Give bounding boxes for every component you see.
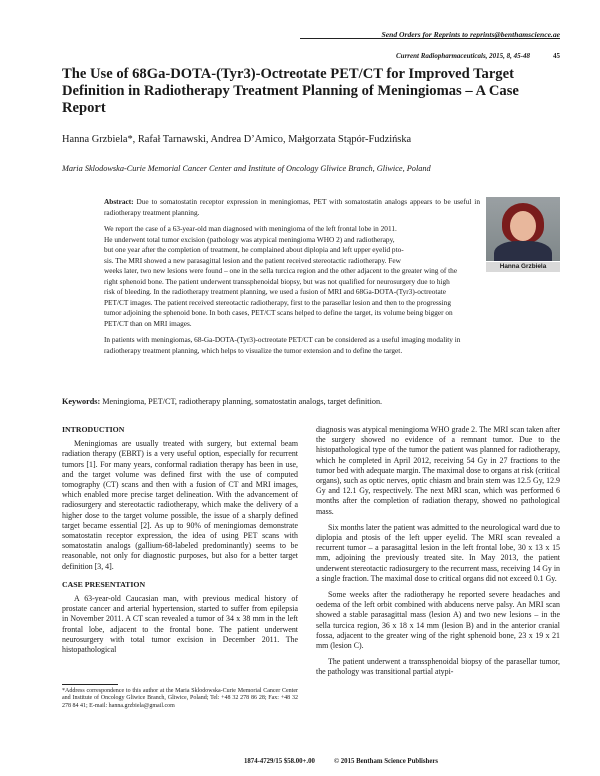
paragraph: Six months later the patient was admitted to the neurological ward due to diplopia and ptosis of the left upper eyelid. The MRI scan revealed a recurrent tumor – a parasagittal lesion in the left frontal lobe, 30 x 13 x 15 mm, adjoining the previously treated site. In May 2013, the patient underwent stereotactic radiosurgery to the recurrent mass, receiving 14 Gy in a single fraction. The maximal dose to critical organs did not exceed 0.1 Gy. xyxy=(316,522,560,583)
introduction-text: Meningiomas are usually treated with surgery, but external beam radiation therapy (EBRT) is a very useful option, especially for recurrent tumors [1]. For many years, conformal radiation therapy has been in use, and the target volume was defined first with the use of computed tomography (CT) scans and then with a fusion of CT and MRI images, which enabled more precise target delineation. With the advancement of radiosurgery and stereotactic radiotherapy, which make the delivery of a higher dose to the target volume possible, the issue of a sharply defined target became essential [2]. As up to 90% of meningiomas demonstrate somatostatin receptor expression, the idea of using PET scans with somatostatin analogs (gallium-68-labeled predominantly) seems to be reasonable, not only for diagnostic purposes, but also for a better target definition [3, 4]. xyxy=(62,439,298,571)
photo-caption: Hanna Grzbiela xyxy=(486,262,560,272)
abstract xyxy=(104,197,560,356)
abstract-line: but one year after the completion of treatment, he complained about diplopia and left upper eyelid pto- xyxy=(104,245,404,254)
correspondence-footnote: *Address correspondence to this author at the Maria Sklodowska-Curie Memorial Cancer Center and Institute of Oncology Gliwice Branch, Gliwice, Poland; Tel: +48 32 278 86 28; Fax: +48 32 278 84 41; E-mail: hanna.grzbiela@gmail.com xyxy=(62,688,298,709)
abstract-line: PET/CT images. The patient received stereotactic radiotherapy, first to the parasellar lesion and then to the progressing xyxy=(104,297,451,307)
paragraph: Some weeks after the radiotherapy he reported severe headaches and oedema of the left orbit combined with abducens nerve palsy. An MRI scan showed a stable parasagittal mass (lesion A) and two new lesions – in the sella turcica region, 36 x 18 x 14 mm (lesion B) and in the anterior cranial fossa, adjacent to the greater wing of the right sphenoid bone, 23 x 19 x 21 mm (lesion C). xyxy=(316,590,560,651)
header-rule xyxy=(300,38,560,39)
paragraph: diagnosis was atypical meningioma WHO grade 2. The MRI scan taken after the surgery showed no evidence of a remnant tumor. Due to the histopathological type of the tumor the patient was planned for radiotherapy, which he completed in April 2012, receiving 54 Gy in 27 fractions to the tumor bed with adequate margin. The maximal dose to organs at risk (critical organs), such as optic nerves, optic chiasm and brain stem was 12.5 Gy, 12.9 Gy and 12.1 Gy, respectively. The next MRI scan, which was performed 6 months after the completion of radiation therapy, showed no pathological mass. xyxy=(316,425,560,516)
issn-price: 1874-4729/15 $58.00+.00 xyxy=(244,758,315,765)
abstract-line: sis. The MRI showed a new parasagittal lesion and the patient received stereotactic radiotherapy. Few xyxy=(104,255,401,265)
journal-citation: Current Radiopharmaceuticals, 2015, 8, 45-48 xyxy=(396,52,530,60)
abstract-p2 xyxy=(104,224,560,329)
paragraph: The patient underwent a transsphenoidal biopsy of the parasellar tumor, the pathology was transitional partial atypi- xyxy=(316,657,560,677)
abstract-line: He underwent total tumor excision (pathology was atypical meningioma WHO 2) and radiotherapy, xyxy=(104,234,395,244)
right-column xyxy=(316,425,560,678)
abstract-p3 xyxy=(104,335,560,356)
keywords xyxy=(62,397,562,406)
abstract-line: weeks later, two new lesions were found – one in the sella turcica region and the other adjacent to the greater wing of the xyxy=(104,266,458,275)
abstract-line: tumor adjoining the sphenoid bone. In both cases, PET/CT scans helped to define the target, its volume being bigger on xyxy=(104,308,453,317)
copyright: © 2015 Bentham Science Publishers xyxy=(334,758,439,765)
abstract-line: risk of bleeding. In the radiotherapy treatment planning, we used a fusion of MRI and 68Ga-DOTA-(Tyr3)-octreotate xyxy=(104,287,446,296)
footnote-rule xyxy=(62,684,118,685)
abstract-p1 xyxy=(104,197,480,218)
abstract-line: right sphenoid bone. The patient underwent transsphenoidal biopsy, but was not qualified for neurosurgery due to high xyxy=(104,276,450,286)
article-title: The Use of 68Ga-DOTA-(Tyr3)-Octreotate PET/CT for Improved Target Definition in Radiotherapy Treatment Planning of Meningiomas – A Case Report xyxy=(62,66,519,116)
abstract-label: Abstract: xyxy=(104,197,134,206)
section-heading-introduction: INTRODUCTION xyxy=(62,425,125,434)
left-column xyxy=(62,425,298,655)
affiliation: Maria Sklodowska-Curie Memorial Cancer Center and Institute of Oncology Gliwice Branch, Gliwice, Poland xyxy=(62,164,431,173)
abstract-line: radiotherapy treatment planning, which helps to visualize the tumor extension and to define the target. xyxy=(104,345,403,355)
case-text: A 63-year-old Caucasian man, with previous medical history of prostate cancer and arterial hypertension, started to suffer from epilepsia in November 2011. A CT scan revealed a tumor of 34 x 38 mm in the left frontal lobe, adjacent to the frontal bone. The patient underwent neurosurgery with total tumor excision in December 2011. The histopathological xyxy=(62,594,298,655)
abstract-line: PET/CT than on MRI images. xyxy=(104,318,192,328)
abstract-line: In patients with meningiomas, 68-Ga-DOTA-(Tyr3)-octreotate PET/CT can be considered as a useful imaging modality in xyxy=(104,335,461,344)
author-list: Hanna Grzbiela*, Rafał Tarnawski, Andrea D’Amico, Małgorzata Stąpór-Fudzińska xyxy=(62,134,412,145)
abstract-p1-text: Due to somatostatin receptor expression in meningiomas, PET with somatostatin analogs appears to be useful in radiotherapy treatment planning. xyxy=(104,197,480,217)
section-heading-case: CASE PRESENTATION xyxy=(62,579,146,589)
keywords-label: Keywords: xyxy=(62,397,101,406)
abstract-line: We report the case of a 63-year-old man diagnosed with meningioma of the left frontal lobe in 2011. xyxy=(104,224,397,233)
page-number: 45 xyxy=(553,52,560,60)
reprint-notice: Send Orders for Reprints to reprints@benthamscience.ae xyxy=(381,30,560,39)
keywords-text: Meningioma, PET/CT, radiotherapy planning, somatostatin analogs, target definition. xyxy=(100,397,383,406)
